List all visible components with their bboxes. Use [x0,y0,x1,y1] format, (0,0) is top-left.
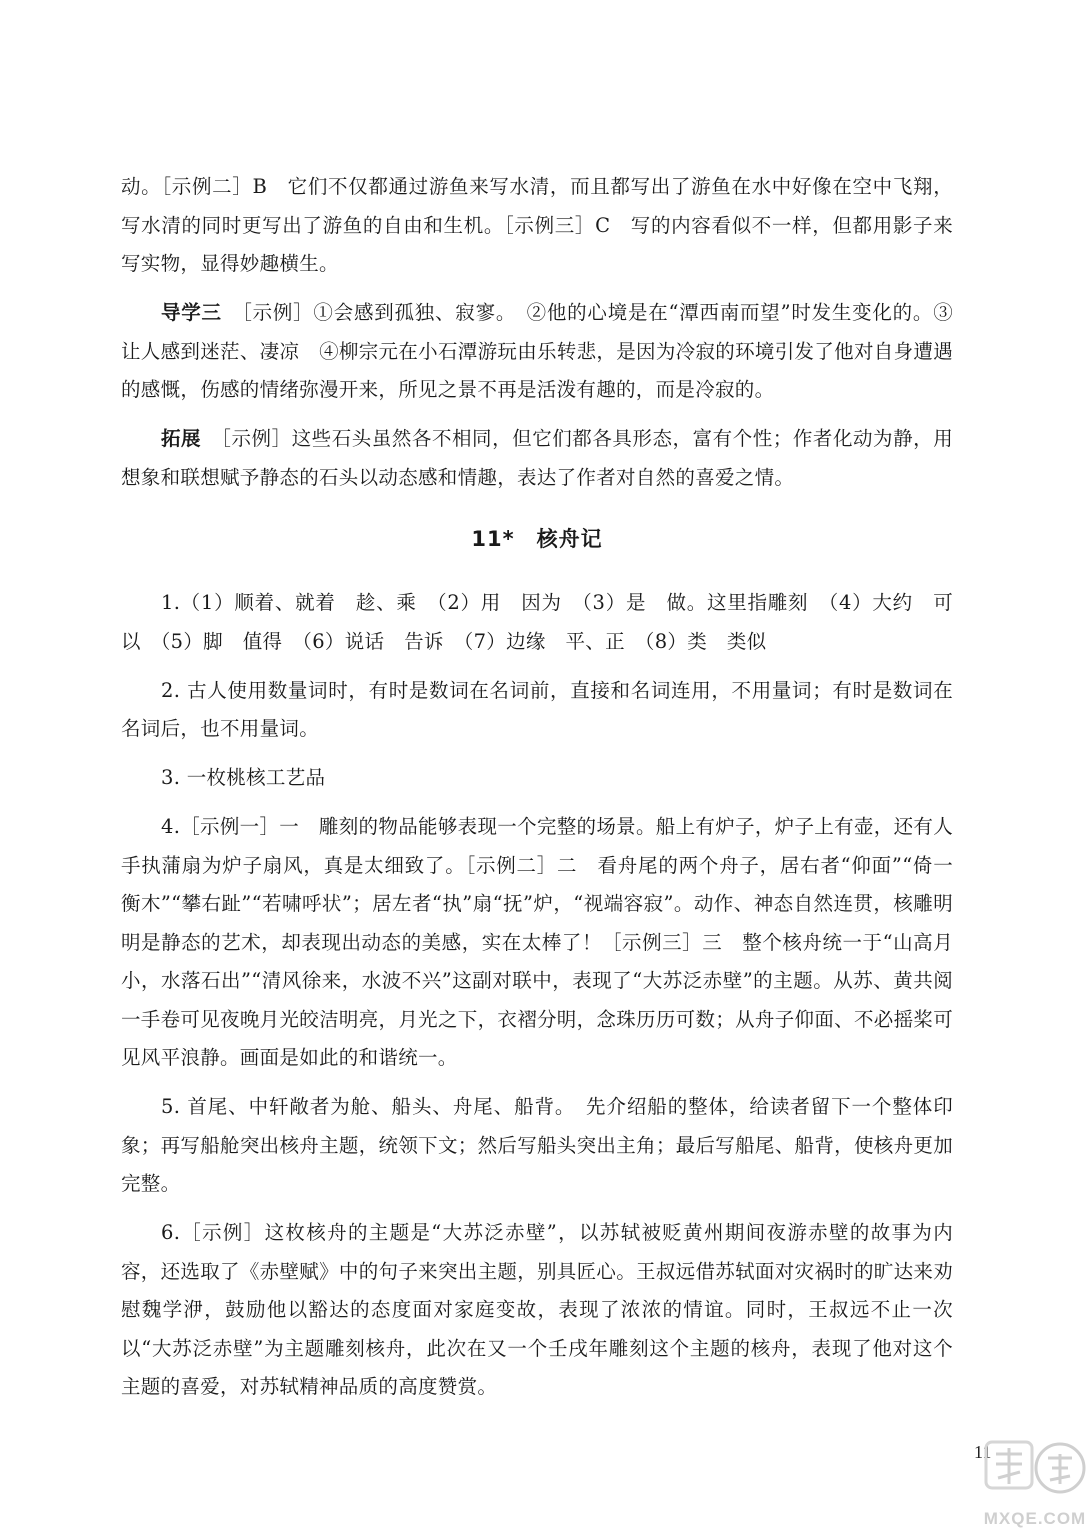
paragraph-text: ［示例］①会感到孤独、寂寥。 ②他的心境是在“潭西南而望”时发生变化的。③让人感到迷茫、凄凉 ④柳宗元在小石潭游玩由乐转悲，是因为冷寂的环境引发了他对自身遭遇的感慨，伤感的情绪弥漫开来，所见之景不再是活泼有趣的，而是冷寂的。 [121,301,953,401]
answer-item: 4.［示例一］一 雕刻的物品能够表现一个完整的场景。船上有炉子，炉子上有壶，还有人手执蒲扇为炉子扇风，真是太细致了。［示例二］二 看舟尾的两个舟子，居右者“仰面”“倚一衡木”“攀右趾”“若啸呼状”；居左者“执”扇“抚”炉，“视端容寂”。动作、神态自然连贯，核雕明明是静态的艺术，却表现出动态的美感，实在太棒了！［示例三］三 整个核舟统一于“山高月小，水落石出”“清风徐来，水波不兴”这副对联中，表现了“大苏泛赤壁”的主题。从苏、黄共阅一手卷可见夜晚月光皎洁明亮，月光之下，衣褶分明，念珠历历可数；从舟子仰面、不必摇桨可见风平浪静。画面是如此的和谐统一。 [121,815,953,1069]
paragraph-label: 导学三 [161,301,222,324]
answer-item: 1.（1）顺着、就着 趁、乘 （2）用 因为 （3）是 做。这里指雕刻 （4）大约 可以 （5）脚 值得 （6）说话 告诉 （7）边缘 平、正 （8）类 类似 [121,591,953,653]
watermark-icon [982,1428,1088,1532]
answer-item: 5. 首尾、中轩敞者为舱、船头、舟尾、船背。 先介绍船的整体，给读者留下一个整体印象；再写船舱突出核舟主题，统领下文；然后写船头突出主角；最后写船尾、船背，使核舟更加完整。 [121,1095,953,1195]
paragraph-continued: 动。［示例二］B 它们不仅都通过游鱼来写水清，而且都写出了游鱼在水中好像在空中飞翔，写水清的同时更写出了游鱼的自由和生机。［示例三］C 写的内容看似不一样，但都用影子来写实物，显得妙趣横生。 [121,175,953,275]
svg-text:MXQE.COM: MXQE.COM [983,1509,1087,1528]
section-title: 11* 核舟记 [471,527,603,551]
paragraph-daoxue-san [121,294,953,410]
answer-item: 3. 一枚桃核工艺品 [161,766,326,789]
paragraph-label: 拓展 [161,427,202,450]
answer-item: 6.［示例］这枚核舟的主题是“大苏泛赤壁”，以苏轼被贬黄州期间夜游赤壁的故事为内容，还选取了《赤壁赋》中的句子来突出主题，别具匠心。王叔远借苏轼面对灾祸时的旷达来劝慰魏学洢，鼓励他以豁达的态度面对家庭变故，表现了浓浓的情谊。同时，王叔远不止一次以“大苏泛赤壁”为主题雕刻核舟，此次在又一个壬戌年雕刻这个主题的核舟，表现了他对这个主题的喜爱，对苏轼精神品质的高度赞赏。 [121,1221,953,1398]
paragraph-text: ［示例］这些石头虽然各不相同，但它们都各具形态，富有个性；作者化动为静，用想象和联想赋予静态的石头以动态感和情趣，表达了作者对自然的喜爱之情。 [121,427,953,489]
page-number: 11 [974,1442,992,1462]
answer-item: 2. 古人使用数量词时，有时是数词在名词前，直接和名词连用，不用量词；有时是数词在名词后，也不用量词。 [121,678,953,740]
paragraph-tuozhan [121,420,953,497]
watermark-logo [982,1428,1088,1532]
page-content [121,168,953,1417]
